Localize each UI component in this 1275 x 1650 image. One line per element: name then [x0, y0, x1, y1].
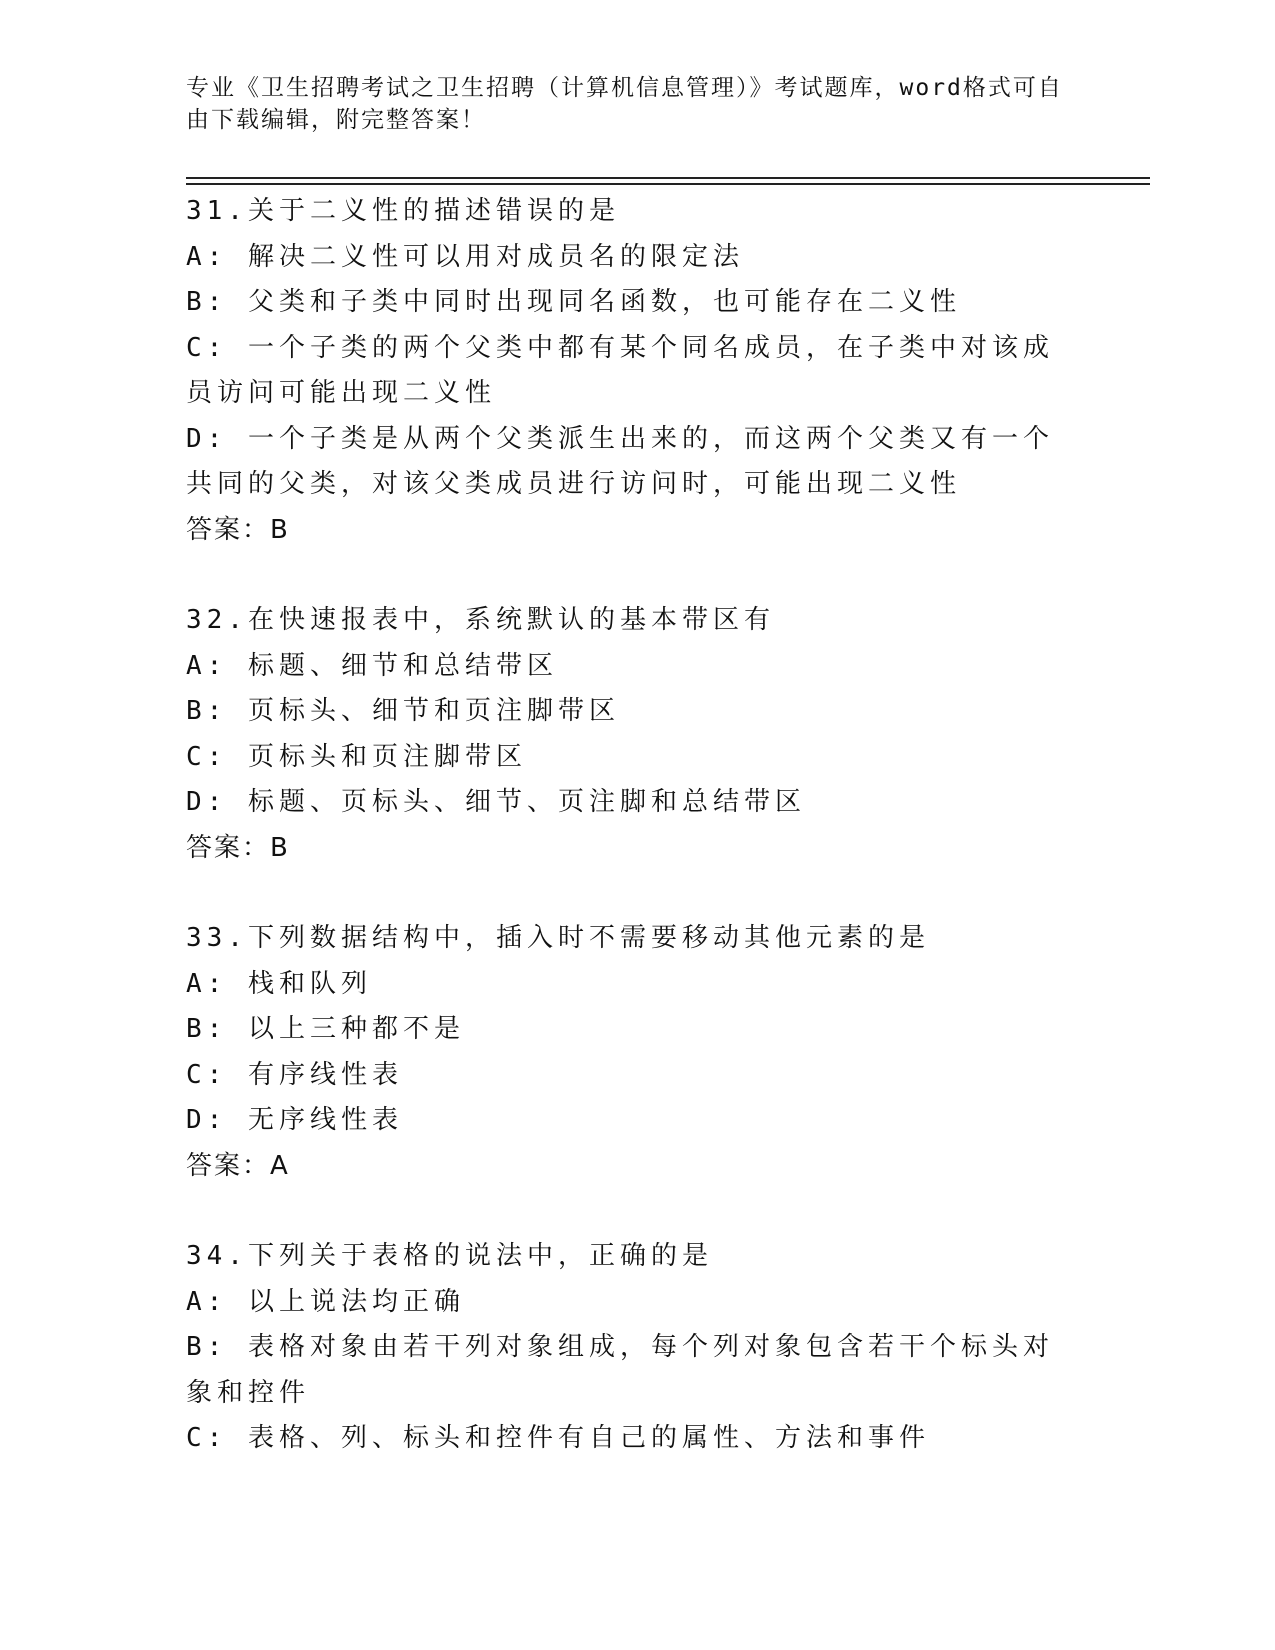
question-stem: 32.在快速报表中，系统默认的基本带区有	[186, 605, 775, 635]
question-33	[186, 916, 1066, 1189]
option-d: D: 一个子类是从两个父类派生出来的，而这两个父类又有一个共同的父类，对该父类成员进行访问时，可能出现二义性	[186, 423, 1054, 499]
option-a: A: 以上说法均正确	[186, 1286, 465, 1317]
header-divider-bottom	[186, 183, 1150, 185]
answer-label: 答案：A	[186, 1150, 290, 1181]
option-b: B: 以上三种都不是	[186, 1014, 465, 1044]
answer-label: 答案：B	[186, 514, 290, 545]
header-divider-top	[186, 177, 1150, 179]
question-stem: 31.关于二义性的描述错误的是	[186, 196, 620, 226]
option-b: B: 父类和子类中同时出现同名函数，也可能存在二义性	[186, 287, 961, 317]
option-d: D: 无序线性表	[186, 1105, 403, 1135]
question-32	[186, 598, 1066, 871]
question-stem: 33.下列数据结构中，插入时不需要移动其他元素的是	[186, 923, 930, 953]
option-c: C: 一个子类的两个父类中都有某个同名成员，在子类中对该成员访问可能出现二义性	[186, 332, 1054, 408]
question-list	[186, 189, 1066, 1462]
option-b: B: 表格对象由若干列对象组成，每个列对象包含若干个标头对象和控件	[186, 1332, 1054, 1408]
option-b: B: 页标头、细节和页注脚带区	[186, 696, 620, 726]
option-a: A: 栈和队列	[186, 968, 372, 999]
answer-label: 答案：B	[186, 832, 290, 863]
option-d: D: 标题、页标头、细节、页注脚和总结带区	[186, 787, 806, 817]
option-a: A: 解决二义性可以用对成员名的限定法	[186, 241, 744, 272]
question-31	[186, 189, 1066, 553]
option-c: C: 页标头和页注脚带区	[186, 741, 527, 772]
question-34	[186, 1234, 1066, 1462]
document-header: 专业《卫生招聘考试之卫生招聘（计算机信息管理）》考试题库，word格式可自由下载编辑，附完整答案！	[186, 75, 1063, 133]
question-stem: 34.下列关于表格的说法中，正确的是	[186, 1241, 713, 1271]
option-c: C: 有序线性表	[186, 1059, 403, 1090]
option-c: C: 表格、列、标头和控件有自己的属性、方法和事件	[186, 1423, 930, 1453]
option-a: A: 标题、细节和总结带区	[186, 650, 558, 681]
